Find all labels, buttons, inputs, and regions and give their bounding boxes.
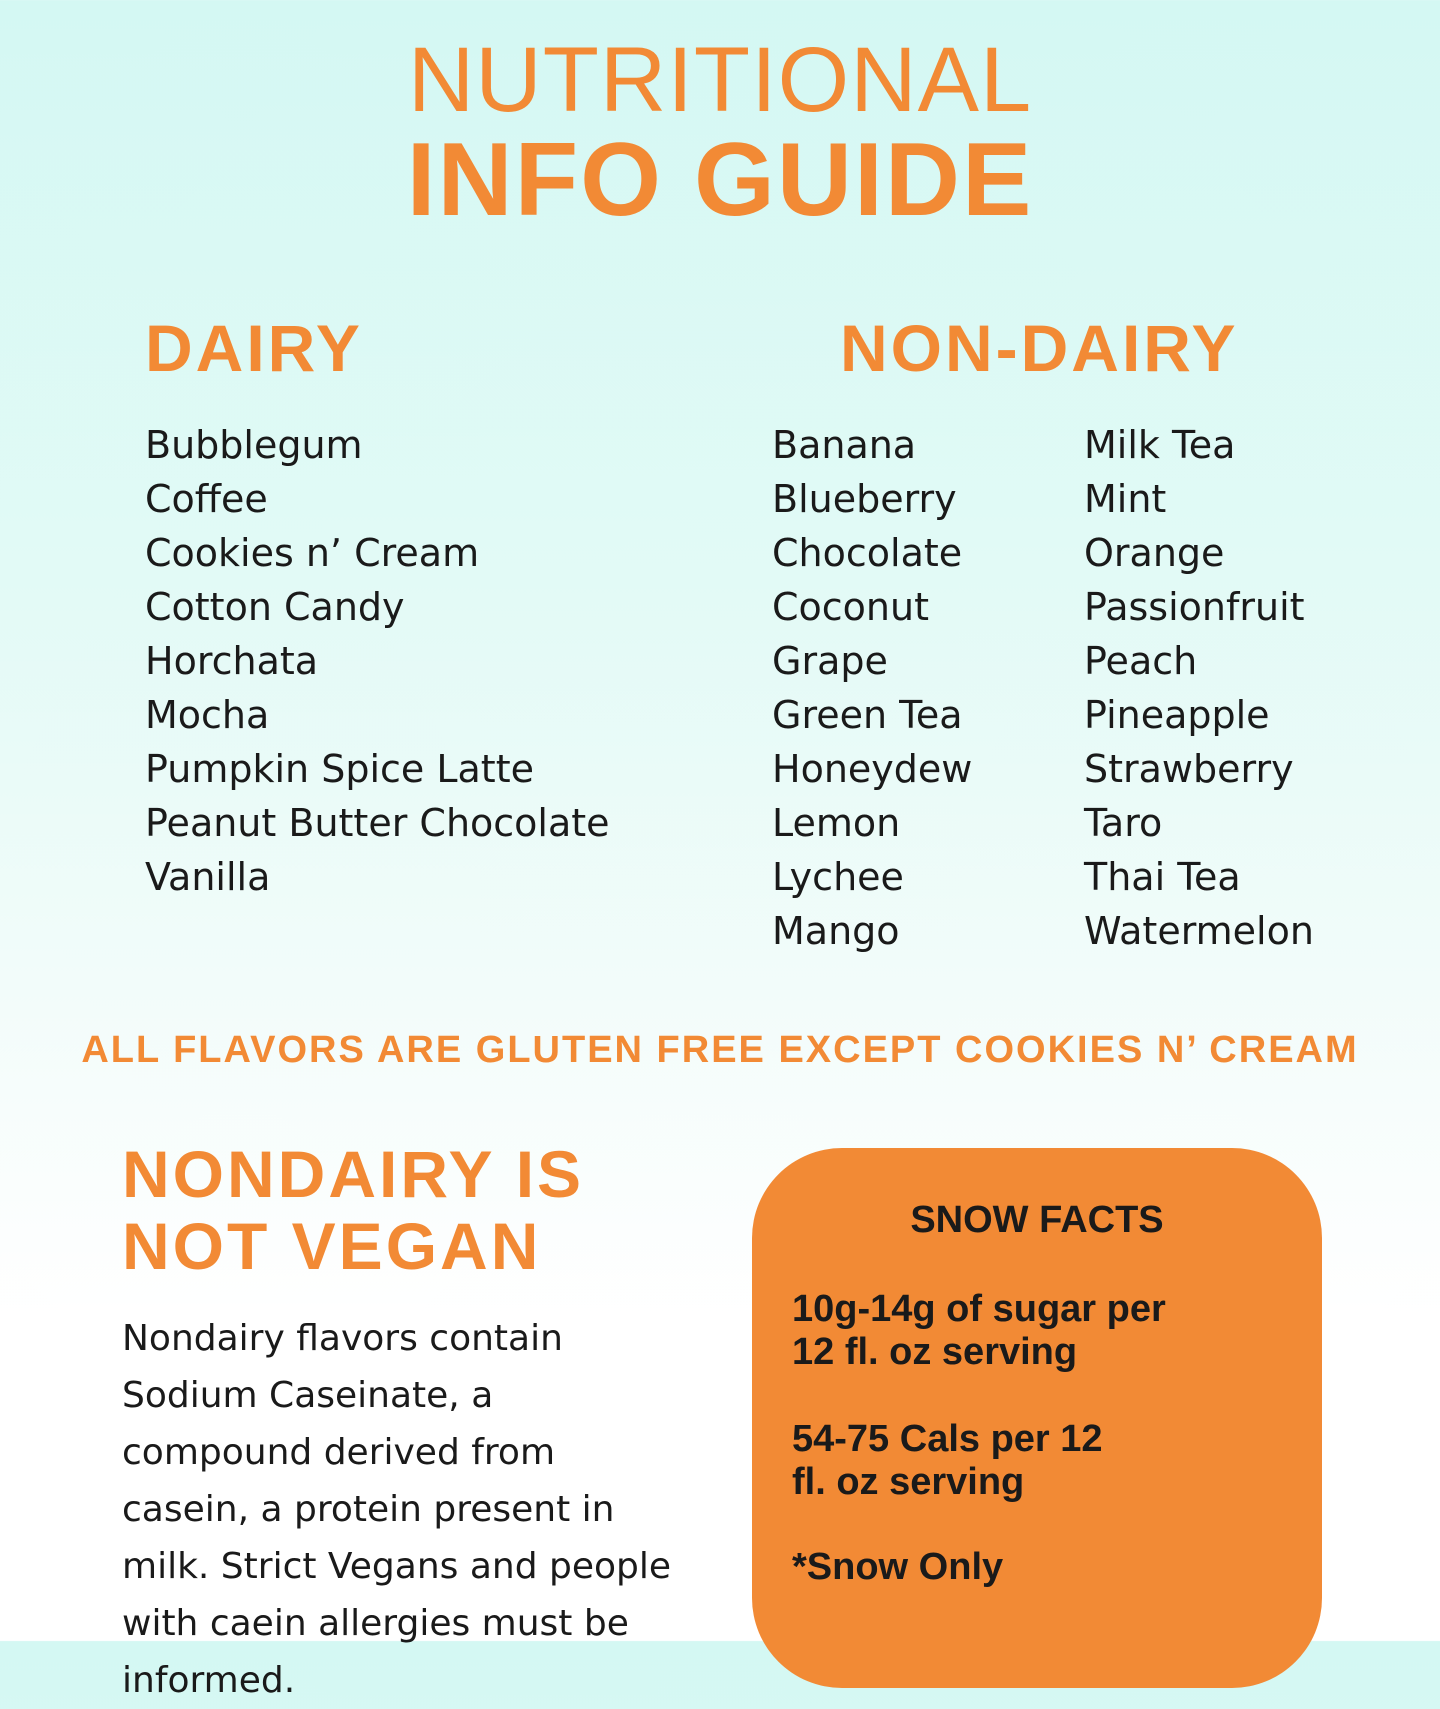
calorie-fact-line2: fl. oz serving (792, 1461, 1025, 1503)
list-item: Passionfruit (1084, 585, 1305, 629)
vegan-heading-line2: NOT VEGAN (122, 1209, 542, 1283)
list-item: Orange (1084, 531, 1225, 575)
list-item: Coconut (772, 585, 929, 629)
list-item: Peanut Butter Chocolate (145, 801, 610, 845)
list-item: Mocha (145, 693, 270, 737)
list-item: Chocolate (772, 531, 963, 575)
list-item: Pineapple (1084, 693, 1270, 737)
list-item: Blueberry (772, 477, 957, 521)
list-item: Honeydew (772, 747, 973, 791)
title-nutritional: NUTRITIONAL (407, 29, 1033, 131)
vegan-body-text: Nondairy flavors contain Sodium Caseinate, a compound derived from casein, a protein present in milk. Strict Vegans and people with caein allergies must be informed. (122, 1318, 672, 1701)
list-item: Watermelon (1084, 909, 1314, 953)
calorie-fact-line1: 54-75 Cals per 12 (792, 1418, 1103, 1460)
non-dairy-heading: NON-DAIRY (840, 311, 1239, 385)
list-item: Strawberry (1084, 747, 1294, 791)
list-item: Banana (772, 423, 917, 467)
dairy-heading: DAIRY (145, 311, 363, 385)
title-info-guide: INFO GUIDE (406, 122, 1034, 238)
list-item: Coffee (145, 477, 268, 521)
list-item: Bubblegum (145, 423, 363, 467)
list-item: Cotton Candy (145, 585, 405, 629)
list-item: Mint (1084, 477, 1167, 521)
list-item: Horchata (145, 639, 319, 683)
non-dairy-flavor-list-1 (772, 418, 972, 958)
sugar-fact-line1: 10g-14g of sugar per (792, 1288, 1166, 1330)
gluten-free-note: ALL FLAVORS ARE GLUTEN FREE EXCEPT COOKIES N’ CREAM (81, 1029, 1359, 1071)
list-item: Green Tea (772, 693, 963, 737)
list-item: Peach (1084, 639, 1198, 683)
list-item: Cookies n’ Cream (145, 531, 480, 575)
calorie-fact (792, 1418, 1282, 1504)
dairy-flavor-list (145, 418, 610, 904)
vegan-heading-line1: NONDAIRY IS (122, 1137, 585, 1211)
list-item: Mango (772, 909, 900, 953)
sugar-fact (792, 1288, 1282, 1374)
list-item: Grape (772, 639, 888, 683)
list-item: Vanilla (145, 855, 271, 899)
list-item: Lychee (772, 855, 904, 899)
snow-facts-title: SNOW FACTS (910, 1199, 1164, 1241)
list-item: Milk Tea (1084, 423, 1236, 467)
list-item: Thai Tea (1084, 855, 1241, 899)
sugar-fact-line2: 12 fl. oz serving (792, 1331, 1078, 1373)
nondairy-not-vegan-heading (122, 1138, 584, 1282)
list-item: Pumpkin Spice Latte (145, 747, 534, 791)
non-dairy-flavor-list-2 (1084, 418, 1314, 958)
list-item: Taro (1084, 801, 1163, 845)
snow-only-note: *Snow Only (792, 1546, 1004, 1588)
list-item: Lemon (772, 801, 901, 845)
